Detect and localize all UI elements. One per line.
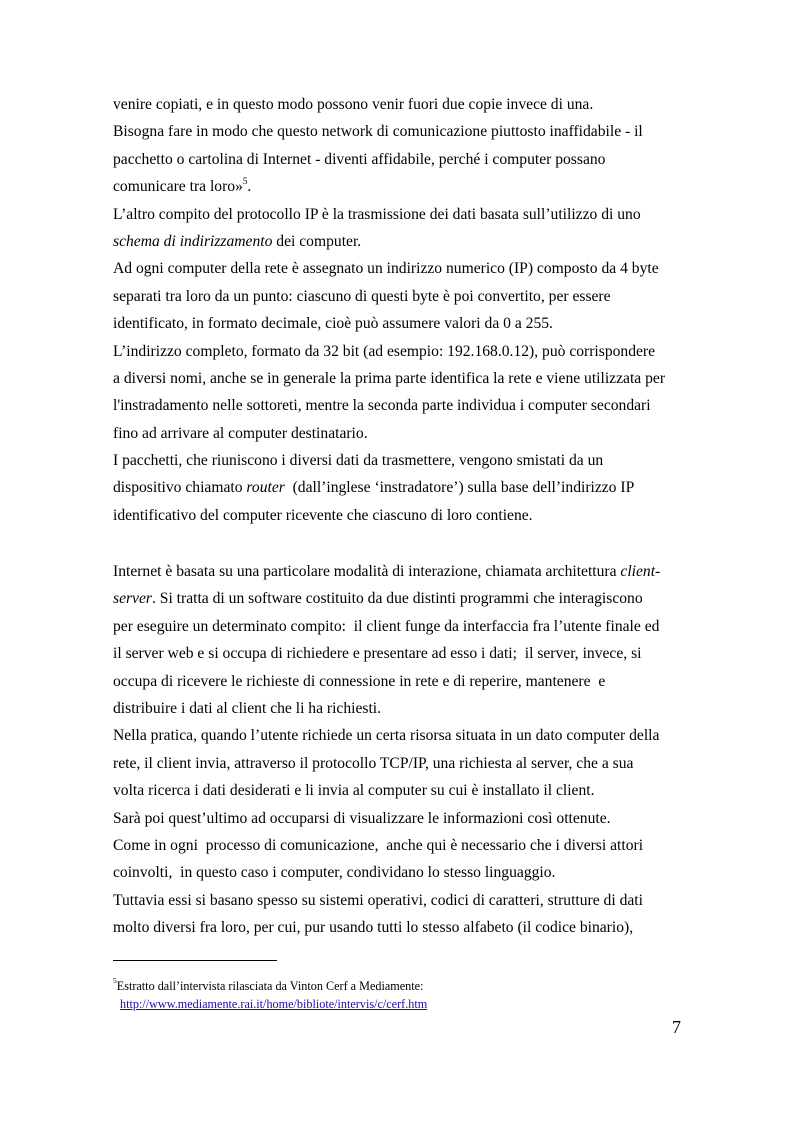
text-line: molto diversi fra loro, per cui, pur usando tutti lo stesso alfabeto (il codice binario), [113, 919, 634, 937]
text-line: Ad ogni computer della rete è assegnato un indirizzo numerico (IP) composto da 4 byte [113, 260, 659, 278]
text-line: pacchetto o cartolina di Internet - diventi affidabile, perché i computer possano [113, 150, 606, 168]
text-line: Sarà poi quest’ultimo ad occuparsi di visualizzare le informazioni così ottenute. [113, 809, 611, 827]
footnote-marker: 5 [113, 975, 117, 985]
body-text-top [113, 91, 683, 529]
footnote-link[interactable]: http://www.mediamente.rai.it/home/bibliote/intervis/c/cerf.htm [120, 997, 428, 1011]
text-line: L’indirizzo completo, formato da 32 bit (ad esempio: 192.168.0.12), può corrispondere [113, 342, 656, 360]
text-line: volta ricerca i dati desiderati e li invia al computer su cui è installato il client. [113, 782, 595, 800]
text-line: venire copiati, e in questo modo possono venir fuori due copie invece di una. [113, 96, 594, 113]
text-line: l'instradamento nelle sottoreti, mentre la seconda parte individua i computer secondari [113, 397, 651, 415]
footnote-url-line [113, 995, 673, 1013]
text-line: rete, il client invia, attraverso il protocollo TCP/IP, una richiesta al server, che a sua [113, 754, 634, 772]
text-line [113, 585, 683, 612]
text-line: a diversi nomi, anche se in generale la prima parte identifica la rete e viene utilizzata per [113, 369, 666, 387]
text-line: occupa di ricevere le richieste di connessione in rete e di reperire, mantenere e [113, 672, 606, 690]
page-number: 7 [672, 1017, 681, 1037]
text-span: Internet è basata su una particolare modalità di interazione, chiamata architettura [113, 563, 621, 580]
emphasis-text: server [113, 590, 152, 608]
emphasis-text: schema di indirizzamento [113, 232, 273, 250]
text-line [113, 173, 683, 200]
text-line: distribuire i dati al client che li ha richiesti. [113, 699, 382, 717]
text-line: identificativo del computer ricevente che ciascuno di loro contiene. [113, 506, 533, 524]
text-line: Nella pratica, quando l’utente richiede un certa risorsa situata in un dato computer della [113, 727, 660, 745]
text-line [113, 558, 683, 585]
footnote-text-line [113, 977, 673, 995]
text-line: identificato, in formato decimale, cioè può assumere valori da 0 a 255. [113, 315, 553, 333]
text-line: Bisogna fare in modo che questo network di comunicazione piuttosto inaffidabile - il [113, 123, 643, 141]
text-span: comunicare tra loro» [113, 178, 243, 196]
text-line: Come in ogni processo di comunicazione, anche qui è necessario che i diversi attori [113, 836, 644, 854]
text-span: dei computer. [272, 232, 362, 250]
text-line [113, 474, 683, 501]
text-line [113, 228, 683, 255]
text-line: per eseguire un determinato compito: il client funge da interfaccia fra l’utente finale ed [113, 617, 660, 635]
text-span: (dall’inglese ‘instradatore’) sulla base dell’indirizzo IP [284, 479, 635, 497]
footnote-separator [113, 960, 277, 961]
text-span: . [247, 178, 252, 196]
text-line: il server web e si occupa di richiedere e presentare ad esso i dati; il server, invece, si [113, 645, 642, 663]
text-line: Tuttavia essi si basano spesso su sistemi operativi, codici di caratteri, strutture di dati [113, 891, 643, 909]
text-line: separati tra loro da un punto: ciascuno di questi byte è poi convertito, per essere [113, 287, 611, 305]
text-line: coinvolti, in questo caso i computer, condividano lo stesso linguaggio. [113, 864, 556, 882]
footnote-text: Estratto dall’intervista rilasciata da Vinton Cerf a Mediamente: [116, 979, 424, 993]
text-span: . Si tratta di un software costituito da due distinti programmi che interagiscono [151, 590, 643, 608]
emphasis-text: client- [620, 563, 661, 580]
text-line: fino ad arrivare al computer destinatario. [113, 424, 368, 442]
emphasis-text: router [246, 479, 285, 497]
text-line: L’altro compito del protocollo IP è la trasmissione dei dati basata sull’utilizzo di uno [113, 205, 641, 223]
text-span: dispositivo chiamato [113, 479, 247, 497]
footnote [113, 977, 673, 1013]
footnote-reference[interactable]: 5 [242, 175, 248, 186]
text-line: I pacchetti, che riuniscono i diversi dati da trasmettere, vengono smistati da un [113, 452, 604, 470]
body-text-bottom [113, 558, 683, 941]
